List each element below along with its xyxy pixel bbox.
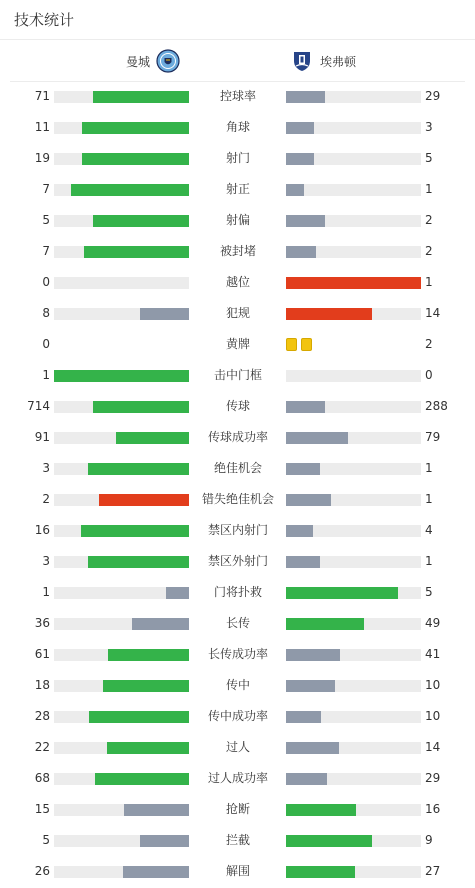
away-value: 1 xyxy=(425,492,433,506)
home-value: 18 xyxy=(34,678,50,692)
home-bar xyxy=(84,246,189,258)
stat-row xyxy=(0,484,475,515)
home-bar-track xyxy=(54,246,189,258)
away-bar xyxy=(286,866,355,878)
home-bar-track xyxy=(54,773,189,785)
away-bar xyxy=(286,153,314,165)
away-value: 10 xyxy=(425,678,441,692)
away-bar xyxy=(286,711,321,723)
stat-label: 长传成功率 xyxy=(207,647,268,661)
away-bar xyxy=(286,587,398,599)
home-bar xyxy=(132,618,189,630)
home-value: 91 xyxy=(34,430,50,444)
home-bar xyxy=(103,680,189,692)
home-value: 1 xyxy=(42,585,50,599)
stat-label: 传中 xyxy=(225,678,250,692)
home-team xyxy=(126,40,180,82)
away-team-name: 埃弗顿 xyxy=(320,54,357,69)
away-bar-track xyxy=(286,866,421,878)
home-bar xyxy=(140,308,189,320)
away-bar-track xyxy=(286,773,421,785)
home-bar xyxy=(54,370,189,382)
away-bar-track xyxy=(286,804,421,816)
stat-label: 被封堵 xyxy=(219,244,256,258)
away-bar-track xyxy=(286,308,421,320)
away-bar xyxy=(286,401,325,413)
away-bar-track xyxy=(286,215,421,227)
away-bar xyxy=(286,680,335,692)
away-value: 29 xyxy=(425,89,441,103)
home-value: 28 xyxy=(34,709,50,723)
away-bar xyxy=(286,277,421,289)
stat-label: 禁区内射门 xyxy=(207,523,268,537)
away-value: 9 xyxy=(425,833,433,847)
home-value: 5 xyxy=(42,833,50,847)
away-bar xyxy=(286,649,340,661)
away-bar xyxy=(286,463,320,475)
home-bar xyxy=(93,91,189,103)
away-value: 1 xyxy=(425,554,433,568)
stat-label: 过人 xyxy=(225,740,250,754)
away-bar xyxy=(286,556,320,568)
stat-row xyxy=(0,143,475,174)
home-bar-track xyxy=(54,401,189,413)
away-bar-track xyxy=(286,680,421,692)
stat-row xyxy=(0,732,475,763)
home-bar xyxy=(88,463,189,475)
away-bar-track xyxy=(286,618,421,630)
home-value: 714 xyxy=(27,399,50,413)
stat-label: 黄牌 xyxy=(225,337,250,351)
away-bar xyxy=(286,122,314,134)
home-bar-track xyxy=(54,122,189,134)
home-value: 8 xyxy=(42,306,50,320)
stat-row xyxy=(0,391,475,422)
away-value: 10 xyxy=(425,709,441,723)
away-bar-track xyxy=(286,649,421,661)
yellow-card-icon xyxy=(301,338,312,351)
stat-row xyxy=(0,670,475,701)
stat-label: 绝佳机会 xyxy=(213,461,262,475)
home-bar xyxy=(82,153,189,165)
home-value: 19 xyxy=(34,151,50,165)
away-bar xyxy=(286,494,331,506)
home-team-name: 曼城 xyxy=(125,54,150,69)
home-value: 26 xyxy=(34,864,50,878)
away-value: 0 xyxy=(425,368,433,382)
away-bar-track xyxy=(286,463,421,475)
stat-row xyxy=(0,825,475,856)
away-bar-track xyxy=(286,432,421,444)
home-bar-track xyxy=(54,308,189,320)
stat-label: 传中成功率 xyxy=(207,709,268,723)
away-bar-track xyxy=(286,91,421,103)
away-bar-track xyxy=(286,711,421,723)
home-bar-track xyxy=(54,649,189,661)
stat-row xyxy=(0,267,475,298)
away-bar-track xyxy=(286,184,421,196)
stat-label: 射偏 xyxy=(225,213,250,227)
page-title: 技术统计 xyxy=(14,11,75,29)
stat-row xyxy=(0,174,475,205)
manchester-city-crest-icon xyxy=(156,49,180,73)
home-value: 7 xyxy=(42,244,50,258)
away-bar-track xyxy=(286,587,421,599)
away-bar-track xyxy=(286,525,421,537)
home-value: 1 xyxy=(42,368,50,382)
stats-list xyxy=(0,81,475,887)
stat-row xyxy=(0,856,475,887)
home-bar-track xyxy=(54,711,189,723)
home-value: 15 xyxy=(34,802,50,816)
stat-row xyxy=(0,329,475,360)
away-bar xyxy=(286,525,313,537)
home-bar xyxy=(166,587,189,599)
away-bar xyxy=(286,246,316,258)
home-value: 71 xyxy=(34,89,50,103)
away-bar-track xyxy=(286,246,421,258)
away-bar-track xyxy=(286,401,421,413)
away-bar-track xyxy=(286,277,421,289)
stat-row xyxy=(0,701,475,732)
away-value: 2 xyxy=(425,337,433,351)
home-value: 11 xyxy=(34,120,50,134)
stat-label: 解围 xyxy=(225,864,250,878)
home-bar-track xyxy=(54,556,189,568)
away-value: 27 xyxy=(425,864,441,878)
stat-row xyxy=(0,763,475,794)
home-bar xyxy=(107,742,189,754)
home-bar xyxy=(93,215,189,227)
home-bar-track xyxy=(54,680,189,692)
away-bar-track xyxy=(286,835,421,847)
away-bar-track xyxy=(286,370,421,382)
stat-row xyxy=(0,515,475,546)
away-bar-track xyxy=(286,742,421,754)
stat-row xyxy=(0,577,475,608)
stat-label: 传球 xyxy=(225,399,250,413)
home-bar xyxy=(123,866,189,878)
home-bar xyxy=(99,494,189,506)
home-bar-track xyxy=(54,153,189,165)
stat-label: 拦截 xyxy=(225,833,250,847)
home-bar xyxy=(88,556,189,568)
away-value: 29 xyxy=(425,771,441,785)
stat-label: 门将扑救 xyxy=(213,585,262,599)
stat-label: 禁区外射门 xyxy=(207,554,268,568)
home-value: 0 xyxy=(42,275,50,289)
away-bar xyxy=(286,804,356,816)
home-value: 3 xyxy=(42,461,50,475)
home-bar-track xyxy=(54,742,189,754)
teams-header xyxy=(10,40,465,82)
home-value: 2 xyxy=(42,492,50,506)
home-value: 68 xyxy=(34,771,50,785)
home-value: 22 xyxy=(34,740,50,754)
home-bar xyxy=(71,184,189,196)
away-value: 49 xyxy=(425,616,441,630)
away-bar xyxy=(286,91,325,103)
stat-label: 抢断 xyxy=(225,802,250,816)
home-bar-track xyxy=(54,587,189,599)
away-value: 1 xyxy=(425,182,433,196)
stat-row xyxy=(0,236,475,267)
away-bar xyxy=(286,618,364,630)
stat-label: 射正 xyxy=(225,182,250,196)
home-value: 16 xyxy=(34,523,50,537)
home-bar-track xyxy=(54,525,189,537)
home-bar xyxy=(116,432,189,444)
stat-label: 射门 xyxy=(225,151,250,165)
away-bar xyxy=(286,773,327,785)
home-bar-track xyxy=(54,618,189,630)
home-bar-track xyxy=(54,91,189,103)
home-bar xyxy=(89,711,189,723)
away-value: 2 xyxy=(425,213,433,227)
away-value: 1 xyxy=(425,461,433,475)
away-value: 1 xyxy=(425,275,433,289)
away-bar xyxy=(286,742,339,754)
away-value: 79 xyxy=(425,430,441,444)
home-bar-track xyxy=(54,463,189,475)
stats-header xyxy=(0,0,475,40)
home-bar-track xyxy=(54,215,189,227)
stat-label: 犯规 xyxy=(225,306,250,320)
away-value: 3 xyxy=(425,120,433,134)
home-bar-track xyxy=(54,804,189,816)
away-value: 16 xyxy=(425,802,441,816)
away-bar-track xyxy=(286,556,421,568)
stat-row xyxy=(0,112,475,143)
home-value: 5 xyxy=(42,213,50,227)
stat-row xyxy=(0,298,475,329)
stat-label: 长传 xyxy=(225,616,250,630)
away-bar-track xyxy=(286,122,421,134)
stat-row xyxy=(0,205,475,236)
stat-row xyxy=(0,422,475,453)
stat-row xyxy=(0,639,475,670)
home-bar xyxy=(82,122,189,134)
away-value: 5 xyxy=(425,151,433,165)
home-value: 3 xyxy=(42,554,50,568)
away-value: 14 xyxy=(425,740,441,754)
stat-label: 传球成功率 xyxy=(207,430,268,444)
away-value: 41 xyxy=(425,647,441,661)
home-bar xyxy=(93,401,189,413)
home-bar xyxy=(140,835,189,847)
home-bar xyxy=(81,525,189,537)
home-bar-track xyxy=(54,432,189,444)
away-bar-track xyxy=(286,153,421,165)
away-yellow-cards xyxy=(286,338,312,351)
away-value: 288 xyxy=(425,399,448,413)
home-value: 61 xyxy=(34,647,50,661)
home-value: 7 xyxy=(42,182,50,196)
home-bar-track xyxy=(54,494,189,506)
stat-label: 控球率 xyxy=(219,89,256,103)
home-bar xyxy=(108,649,189,661)
stat-row xyxy=(0,81,475,112)
home-bar-track xyxy=(54,184,189,196)
away-value: 2 xyxy=(425,244,433,258)
home-bar xyxy=(124,804,189,816)
stat-label: 越位 xyxy=(225,275,250,289)
home-bar-track xyxy=(54,277,189,289)
away-bar xyxy=(286,184,304,196)
away-value: 4 xyxy=(425,523,433,537)
away-value: 14 xyxy=(425,306,441,320)
home-bar xyxy=(95,773,190,785)
yellow-card-icon xyxy=(286,338,297,351)
away-bar xyxy=(286,308,372,320)
stat-label: 错失绝佳机会 xyxy=(201,492,274,506)
home-bar-track xyxy=(54,370,189,382)
away-team xyxy=(290,40,356,82)
home-value: 0 xyxy=(42,337,50,351)
stat-row xyxy=(0,794,475,825)
home-bar-track xyxy=(54,866,189,878)
stat-row xyxy=(0,546,475,577)
stat-label: 击中门框 xyxy=(213,368,262,382)
away-bar xyxy=(286,432,348,444)
away-bar xyxy=(286,215,325,227)
away-bar xyxy=(286,835,372,847)
stat-row xyxy=(0,453,475,484)
home-value: 36 xyxy=(34,616,50,630)
stat-row xyxy=(0,360,475,391)
away-value: 5 xyxy=(425,585,433,599)
stat-label: 过人成功率 xyxy=(207,771,268,785)
stat-label: 角球 xyxy=(225,120,250,134)
stat-row xyxy=(0,608,475,639)
everton-crest-icon xyxy=(290,49,314,73)
home-bar-track xyxy=(54,835,189,847)
away-bar-track xyxy=(286,494,421,506)
